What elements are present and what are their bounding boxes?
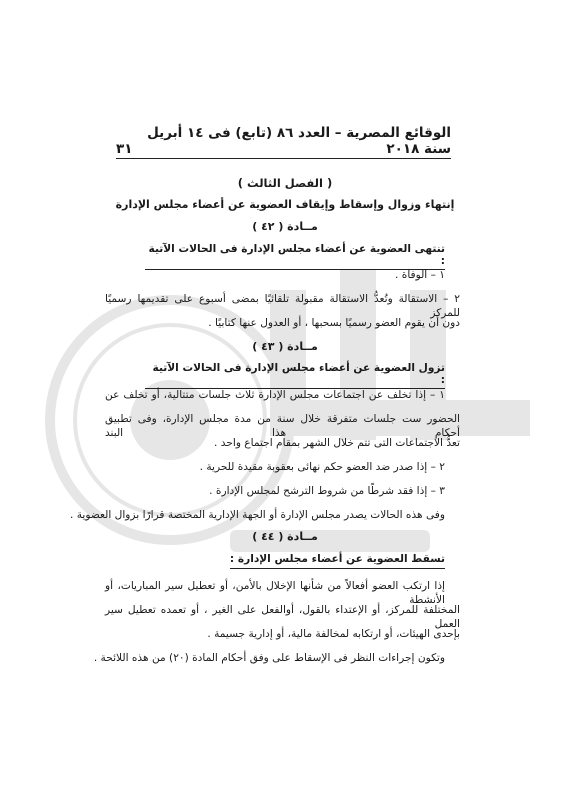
- article-44-line-1: إذا ارتكب العضو أفعالاً من شأنها الإخلال بالأمن، أو تعطيل سير المباريات، أو الأنشطة: [105, 580, 445, 606]
- article-43-line-4: ٢ – إذا صدر ضد العضو حكم نهائى بعقوبة مقيدة للحرية .: [199, 461, 445, 473]
- article-42-line-3: دون أن يقوم العضو رسميًا بسحبها ، أو العدول عنها كتابيًا .: [208, 317, 460, 329]
- article-43-line-3: تعدُّ الاجتماعات التى تتم خلال الشهر بمقام اجتماع واحد .: [214, 437, 460, 449]
- article-42-line-2: ٢ – الاستقالة وتُعدُّ الاستقالة مقبولة تلقائيًا بمضى أسبوع على تقديمها رسميًا للمركز: [105, 293, 460, 319]
- chapter-subtitle: إنتهاء وزوال وإسقاط وإيقاف العضوية عن أعضاء مجلس الإدارة: [115, 198, 455, 211]
- article-44-line-4: وتكون إجراءات النظر فى الإسقاط على وفق أحكام المادة (٢٠) من هذه اللائحة .: [93, 652, 445, 664]
- chapter-title: ( الفصل الثالث ): [237, 176, 333, 190]
- article-43-intro: تزول العضوية عن أعضاء مجلس الإدارة فى الحالات الآتية :: [145, 362, 445, 389]
- gazette-header: [116, 125, 451, 157]
- page-number: ٣١: [116, 141, 133, 157]
- article-43-line-6: وفى هذه الحالات يصدر مجلس الإدارة أو الجهة الإدارية المختصة قرارًا بزوال العضوية .: [69, 509, 445, 521]
- publication-title: الوقائع المصرية – العدد ٨٦ (تابع) فى ١٤ أبريل سنة ٢٠١٨: [147, 125, 451, 157]
- article-44-intro-wrap: [105, 552, 445, 569]
- article-43-line-1: ١ – إذا تخلف عن اجتماعات مجلس الإدارة ثلاث جلسات متتالية، أو تخلف عن: [105, 389, 445, 401]
- header-divider: [116, 158, 451, 159]
- article-43-heading: مــادة ( ٤٣ ): [252, 340, 318, 353]
- article-43-line-5: ٣ – إذا فقد شرطًا من شروط الترشح لمجلس الإدارة .: [209, 485, 445, 497]
- article-44-line-2: المختلفة للمركز، أو الإعتداء بالقول، أوالفعل على الغير ، أو تعمده تعطيل سير العمل: [105, 604, 460, 630]
- article-44-line-3: بإحدى الهيئات، أو ارتكابه لمخالفة مالية، أو إدارية جسيمة .: [207, 628, 460, 640]
- article-42-heading: مــادة ( ٤٢ ): [252, 220, 318, 233]
- article-42-line-1: ١ – الوفاة .: [395, 269, 445, 281]
- article-44-intro: تسقط العضوية عن أعضاء مجلس الإدارة :: [230, 552, 445, 569]
- article-43-line-2: الحضور ست جلسات متفرقة خلال سنة من مدة مجلس الإدارة، وفى تطبيق أحكام هذا البند: [105, 413, 460, 439]
- article-44-heading: مــادة ( ٤٤ ): [252, 530, 318, 543]
- article-42-intro: تنتهى العضوية عن أعضاء مجلس الإدارة فى الحالات الآتية :: [145, 243, 445, 270]
